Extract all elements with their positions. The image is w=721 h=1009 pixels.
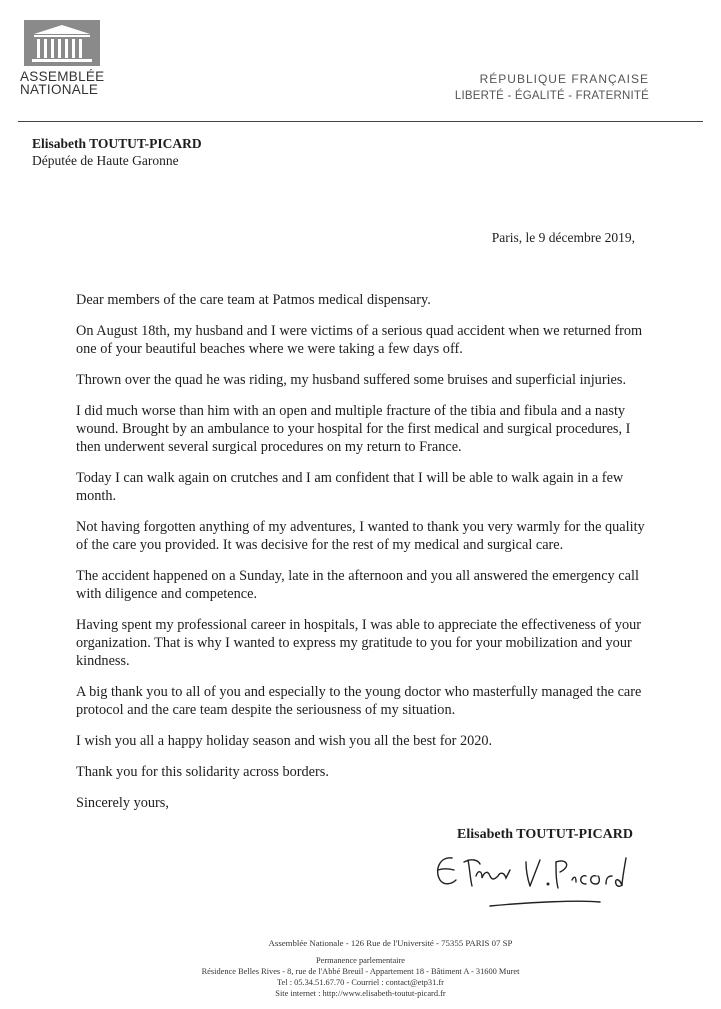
paragraph: The accident happened on a Sunday, late in the afternoon and you all answered the emergency call with diligence and competence. (76, 568, 639, 602)
office-address: Résidence Belles Rives - 8, rue de l'Abbé Breuil - Appartement 18 - Bâtiment A - 31600 Muret (201, 967, 520, 976)
paragraph: Not having forgotten anything of my adventures, I wanted to thank you very warmly for the quality of the care you provided. It was decisive for the rest of my medical and surgical care. (76, 519, 645, 553)
signatory-name: Elisabeth TOUTUT-PICARD (457, 827, 633, 842)
logo-text (20, 70, 120, 96)
paragraph: On August 18th, my husband and I were victims of a serious quad accident when we returned from one of your beautiful beaches where we were taking a few days off. (76, 323, 643, 357)
paragraph: Having spent my professional career in hospitals, I was able to appreciate the effectiveness of your organization. That is why I wanted to express my gratitude to you for your mobilization and your kindness. (76, 617, 642, 669)
author-title: Députée de Haute Garonne (32, 153, 179, 168)
paragraph: A big thank you to all of you and especially to the young doctor who masterfully managed the care protocol and the care team despite the seriousness of my situation. (76, 684, 642, 718)
website: Site internet : http://www.elisabeth-toutut-picard.fr (275, 989, 446, 998)
paragraph: Thrown over the quad he was riding, my husband suffered some bruises and superficial injuries. (76, 372, 627, 388)
salutation: Dear members of the care team at Patmos medical dispensary. (76, 292, 431, 308)
contact-info: Tel : 05.34.51.67.70 - Courriel : contact@etp31.fr (277, 978, 444, 987)
assembly-building-icon (24, 20, 100, 66)
closing-line: I wish you all a happy holiday season and wish you all the best for 2020. (76, 733, 493, 749)
republic-motto: LIBERTÉ - ÉGALITÉ - FRATERNITÉ (454, 90, 649, 102)
header-divider (18, 121, 703, 122)
logo-line-2: NATIONALE (20, 82, 99, 97)
closing-line: Sincerely yours, (76, 795, 169, 811)
letter-date: Paris, le 9 décembre 2019, (491, 230, 635, 245)
letter-footer (0, 938, 721, 999)
republic-header (455, 71, 649, 105)
assembly-address: Assemblée Nationale - 126 Rue de l'Université - 75355 PARIS 07 SP (268, 938, 513, 948)
assemblee-nationale-logo (20, 20, 120, 96)
letter-body (76, 291, 650, 825)
paragraph: I did much worse than him with an open and multiple fracture of the tibia and fibula and a nasty wound. Brought by an ambulance to your hospital for the first medical and surgical procedures, I then underwent several surgical procedures on my return to France. (76, 403, 631, 455)
author-block (32, 135, 202, 169)
logo-line-1: ASSEMBLÉE (20, 69, 105, 84)
office-label: Permanence parlementaire (315, 956, 406, 965)
closing-line: Thank you for this solidarity across borders. (76, 764, 329, 780)
republic-title: RÉPUBLIQUE FRANÇAISE (479, 72, 649, 86)
handwritten-signature (430, 848, 630, 918)
paragraph: Today I can walk again on crutches and I am confident that I will be able to walk again in a few month. (76, 470, 624, 504)
author-name: Elisabeth TOUTUT-PICARD (32, 136, 202, 151)
